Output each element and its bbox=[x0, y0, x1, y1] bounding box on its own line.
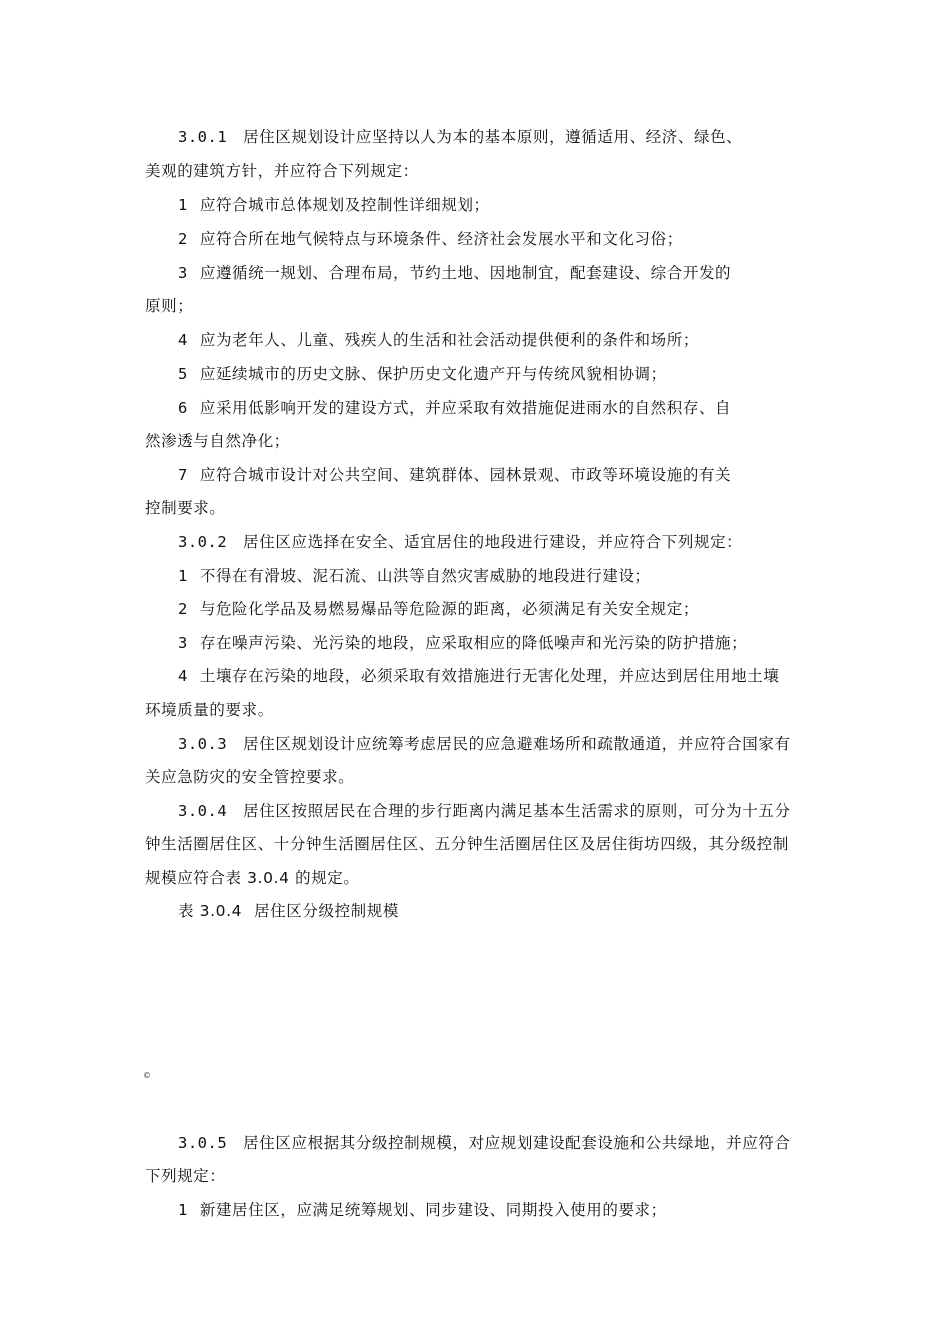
clause-number: 3.0.2 bbox=[178, 533, 228, 551]
clause-number: 3.0.5 bbox=[178, 1134, 228, 1152]
clause-3-0-3-line-2: 关应急防灾的安全管控要求。 bbox=[145, 768, 355, 786]
list-item: 3 应遵循统一规划、合理布局，节约土地、因地制宜，配套建设、综合开发的 bbox=[178, 264, 732, 282]
list-item: 5 应延续城市的历史文脉、保护历史文化遗产幵与传统风貌相协调； bbox=[178, 365, 667, 383]
list-item: 4 土壤存在污染的地段，必须采取有效措施进行无害化处理，并应达到居住用地土壤 bbox=[178, 667, 780, 685]
clause-3-0-3-line-1 bbox=[178, 734, 843, 754]
list-item: 1 新建居住区，应满足统筹规划、同步建设、同期投入使用的要求； bbox=[178, 1201, 667, 1219]
table-caption-label: 表 3.0.4 bbox=[178, 902, 243, 920]
clause-3-0-5-line-2: 下列规定： bbox=[145, 1167, 226, 1185]
list-item-continuation: 环境质量的要求。 bbox=[145, 701, 274, 719]
clause-3-0-1-line-1 bbox=[178, 127, 843, 147]
list-item: 4 应为老年人、儿童、残疾人的生活和社会活动提供便利的条件和场所； bbox=[178, 331, 699, 349]
list-item: 2 应符合所在地气候特点与环境条件、经济社会发展水平和文化习俗； bbox=[178, 230, 683, 248]
clause-number: 3.0.1 bbox=[178, 128, 228, 146]
image-placeholder-mark: © bbox=[143, 1071, 151, 1080]
clause-3-0-1-line-2: 美观的建筑方针，并应符合下列规定： bbox=[145, 162, 419, 180]
table-caption-title: 居住区分级控制规模 bbox=[254, 902, 399, 920]
list-item: 6 应采用低影响开发的建设方式，并应采取有效措施促进雨水的自然积存、自 bbox=[178, 399, 732, 417]
list-item: 2 与危险化学品及易燃易爆品等危险源的距离，必须满足有关安全规定； bbox=[178, 600, 699, 618]
clause-3-0-4-line-2: 钟生活圈居住区、十分钟生活圈居住区、五分钟生活圈居住区及居住街坊四级，其分级控制 bbox=[145, 835, 790, 853]
list-item: 1 应符合城市总体规划及控制性详细规划； bbox=[178, 196, 490, 214]
clause-3-0-4-line-3: 规模应符合表 3.0.4 的规定。 bbox=[145, 869, 360, 887]
clause-3-0-4-line-1 bbox=[178, 801, 843, 821]
clause-text: 居住区规划设计应统筹考虑居民的应急避难场所和疏散通道，并应符合国家有 bbox=[243, 735, 791, 753]
clause-3-0-2-line-1 bbox=[178, 532, 843, 552]
table-caption bbox=[178, 901, 843, 921]
list-item-continuation: 控制要求。 bbox=[145, 499, 226, 517]
list-item: 7 应符合城市设计对公共空间、建筑群体、园林景观、市政等环境设施的有关 bbox=[178, 466, 732, 484]
clause-3-0-5-line-1 bbox=[178, 1133, 843, 1153]
clause-text: 居住区按照居民在合理的步行距离内满足基本生活需求的原则，可分为十五分 bbox=[243, 802, 791, 820]
list-item: 1 不得在有滑坡、泥石流、山洪等自然灾害威胁的地段进行建设； bbox=[178, 567, 651, 585]
clause-text: 居住区规划设计应坚持以人为本的基本原则，遵循适用、经济、绿色、 bbox=[243, 128, 743, 146]
clause-number: 3.0.4 bbox=[178, 802, 228, 820]
clause-text: 居住区应选择在安全、适宜居住的地段进行建设，并应符合下列规定： bbox=[243, 533, 743, 551]
list-item-continuation: 然渗透与自然净化； bbox=[145, 432, 290, 450]
clause-text: 居住区应根据其分级控制规模，对应规划建设配套设施和公共绿地，并应符合 bbox=[243, 1134, 791, 1152]
clause-number: 3.0.3 bbox=[178, 735, 228, 753]
list-item: 3 存在噪声污染、光污染的地段，应采取相应的降低噪声和光污染的防护措施； bbox=[178, 634, 748, 652]
list-item-continuation: 原则； bbox=[145, 297, 194, 315]
